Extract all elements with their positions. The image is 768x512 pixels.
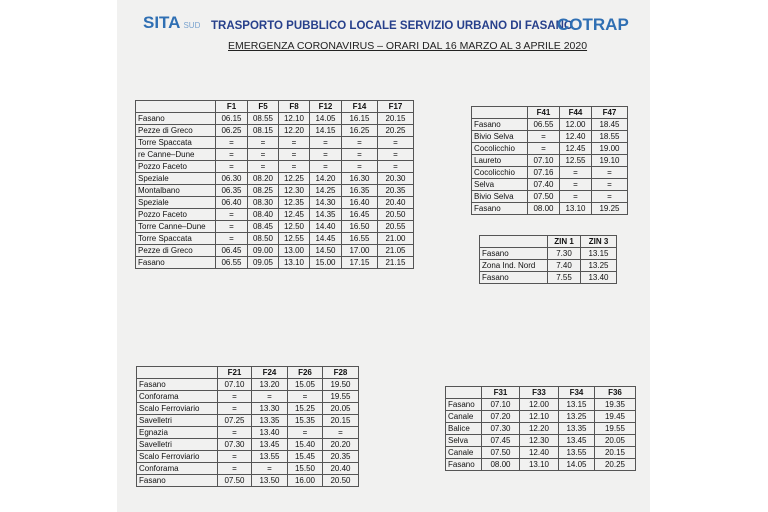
line-column-header: F1: [216, 101, 248, 113]
line-column-header: F21: [218, 367, 252, 379]
departure-time: 13.30: [252, 403, 288, 415]
departure-time: 20.15: [378, 113, 414, 125]
departure-time: =: [378, 161, 414, 173]
line-column-header: F34: [559, 387, 595, 399]
departure-time: 12.00: [560, 119, 592, 131]
line-column-header: F26: [288, 367, 323, 379]
departure-time: =: [342, 149, 378, 161]
stop-name: Pezze di Greco: [136, 245, 216, 257]
departure-time: 15.50: [288, 463, 323, 475]
line-column-header: F14: [342, 101, 378, 113]
line-column-header: ZIN 1: [548, 236, 581, 248]
departure-time: 21.00: [378, 233, 414, 245]
departure-time: 16.55: [342, 233, 378, 245]
table-row: [136, 173, 414, 185]
table-row: [136, 149, 414, 161]
table-row: [446, 411, 636, 423]
departure-time: 08.55: [248, 113, 279, 125]
header-row: [137, 367, 359, 379]
line-column-header: F36: [595, 387, 636, 399]
departure-time: 20.35: [378, 185, 414, 197]
departure-time: 7.55: [548, 272, 581, 284]
table-row: [136, 257, 414, 269]
departure-time: 14.45: [310, 233, 342, 245]
departure-time: 08.00: [482, 459, 520, 471]
departure-time: 07.50: [528, 191, 560, 203]
departure-time: =: [342, 137, 378, 149]
departure-time: 17.15: [342, 257, 378, 269]
departure-time: 20.15: [323, 415, 359, 427]
line-column-header: F5: [248, 101, 279, 113]
departure-time: 19.55: [595, 423, 636, 435]
departure-time: 14.50: [310, 245, 342, 257]
table-row: [136, 185, 414, 197]
departure-time: =: [342, 161, 378, 173]
departure-time: 07.16: [528, 167, 560, 179]
departure-time: =: [288, 391, 323, 403]
stop-name: Torre Spaccata: [136, 233, 216, 245]
table-row: [136, 245, 414, 257]
departure-time: 07.40: [528, 179, 560, 191]
departure-time: 12.50: [279, 221, 310, 233]
table-row: [137, 415, 359, 427]
departure-time: =: [310, 137, 342, 149]
table-row: [472, 119, 628, 131]
stop-name: Fasano: [136, 257, 216, 269]
table-row: [136, 113, 414, 125]
departure-time: 16.15: [342, 113, 378, 125]
departure-time: 14.15: [310, 125, 342, 137]
departure-time: =: [248, 149, 279, 161]
line-column-header: F44: [560, 107, 592, 119]
departure-time: 12.30: [520, 435, 559, 447]
departure-time: 06.30: [216, 173, 248, 185]
departure-time: =: [218, 403, 252, 415]
departure-time: 12.55: [560, 155, 592, 167]
departure-time: 08.00: [528, 203, 560, 215]
departure-time: =: [279, 149, 310, 161]
departure-time: 20.25: [595, 459, 636, 471]
stop-name: Selva: [446, 435, 482, 447]
stop-column-header: [480, 236, 548, 248]
departure-time: 13.20: [252, 379, 288, 391]
departure-time: 7.40: [548, 260, 581, 272]
departure-time: 13.35: [559, 423, 595, 435]
departure-time: 13.15: [559, 399, 595, 411]
departure-time: 20.35: [323, 451, 359, 463]
departure-time: 19.10: [592, 155, 628, 167]
departure-time: =: [216, 233, 248, 245]
stop-name: Montalbano: [136, 185, 216, 197]
departure-time: 20.05: [595, 435, 636, 447]
departure-time: 20.05: [323, 403, 359, 415]
timetable-canale-lines: [445, 386, 636, 471]
departure-time: =: [216, 221, 248, 233]
departure-time: =: [218, 391, 252, 403]
departure-time: =: [218, 427, 252, 439]
departure-time: =: [252, 391, 288, 403]
table-row: [137, 439, 359, 451]
departure-time: 18.45: [592, 119, 628, 131]
stop-name: Fasano: [136, 113, 216, 125]
departure-time: 08.45: [248, 221, 279, 233]
departure-time: 15.40: [288, 439, 323, 451]
departure-time: =: [560, 191, 592, 203]
departure-time: 07.10: [218, 379, 252, 391]
table-row: [136, 209, 414, 221]
stop-name: Pozzo Faceto: [136, 209, 216, 221]
line-column-header: F17: [378, 101, 414, 113]
departure-time: =: [248, 137, 279, 149]
departure-time: =: [279, 161, 310, 173]
departure-time: 14.20: [310, 173, 342, 185]
stop-name: Torre Canne–Dune: [136, 221, 216, 233]
header-row: [472, 107, 628, 119]
header-row: [480, 236, 617, 248]
departure-time: 16.45: [342, 209, 378, 221]
departure-time: 14.35: [310, 209, 342, 221]
departure-time: =: [218, 451, 252, 463]
departure-time: 07.30: [482, 423, 520, 435]
departure-time: =: [528, 143, 560, 155]
departure-time: 06.25: [216, 125, 248, 137]
timetable-savelletri-lines: [136, 366, 359, 487]
table-row: [480, 260, 617, 272]
stop-name: Fasano: [137, 475, 218, 487]
departure-time: 13.45: [559, 435, 595, 447]
departure-time: 08.15: [248, 125, 279, 137]
table-row: [446, 447, 636, 459]
departure-time: 12.30: [279, 185, 310, 197]
departure-time: 20.55: [378, 221, 414, 233]
stop-name: Pezze di Greco: [136, 125, 216, 137]
stop-name: Fasano: [480, 272, 548, 284]
table-row: [137, 427, 359, 439]
table-row: [136, 233, 414, 245]
departure-time: 07.25: [218, 415, 252, 427]
departure-time: 16.30: [342, 173, 378, 185]
departure-time: 20.40: [378, 197, 414, 209]
table-row: [472, 167, 628, 179]
stop-name: Pozzo Faceto: [136, 161, 216, 173]
departure-time: =: [592, 179, 628, 191]
stop-name: Speziale: [136, 173, 216, 185]
departure-time: 13.10: [279, 257, 310, 269]
table-row: [137, 391, 359, 403]
line-column-header: ZIN 3: [581, 236, 617, 248]
departure-time: 13.55: [252, 451, 288, 463]
departure-time: 19.35: [595, 399, 636, 411]
sita-logo-sub: SUD: [183, 21, 201, 30]
departure-time: 20.15: [595, 447, 636, 459]
departure-time: 19.55: [323, 391, 359, 403]
departure-time: =: [528, 131, 560, 143]
cotrap-logo: COTRAP: [557, 15, 629, 34]
header-row: [136, 101, 414, 113]
stop-column-header: [136, 101, 216, 113]
header-row: [446, 387, 636, 399]
departure-time: 17.00: [342, 245, 378, 257]
stop-name: Bivio Selva: [472, 131, 528, 143]
table-row: [137, 463, 359, 475]
departure-time: 14.40: [310, 221, 342, 233]
departure-time: 14.05: [559, 459, 595, 471]
stop-column-header: [137, 367, 218, 379]
table-row: [472, 131, 628, 143]
departure-time: =: [592, 167, 628, 179]
stop-name: Bivio Selva: [472, 191, 528, 203]
stop-name: Savelletri: [137, 439, 218, 451]
departure-time: 12.20: [279, 125, 310, 137]
departure-time: 19.45: [595, 411, 636, 423]
table-row: [137, 379, 359, 391]
table-row: [136, 137, 414, 149]
departure-time: =: [216, 149, 248, 161]
stop-column-header: [472, 107, 528, 119]
departure-time: =: [288, 427, 323, 439]
stop-name: Fasano: [446, 459, 482, 471]
departure-time: =: [323, 427, 359, 439]
departure-time: =: [216, 209, 248, 221]
document-title: TRASPORTO PUBBLICO LOCALE SERVIZIO URBANO DI FASANO: [211, 20, 573, 32]
departure-time: 06.40: [216, 197, 248, 209]
departure-time: 20.50: [378, 209, 414, 221]
departure-time: 12.40: [560, 131, 592, 143]
table-row: [446, 423, 636, 435]
departure-time: 19.25: [592, 203, 628, 215]
departure-time: 13.00: [279, 245, 310, 257]
departure-time: 16.35: [342, 185, 378, 197]
departure-time: 08.20: [248, 173, 279, 185]
table-row: [446, 399, 636, 411]
departure-time: 06.35: [216, 185, 248, 197]
timetable-selva-lines: [471, 106, 628, 215]
table-row: [446, 459, 636, 471]
departure-time: 13.25: [559, 411, 595, 423]
stop-name: Selva: [472, 179, 528, 191]
timetable-industrial-zone-lines: [479, 235, 617, 284]
departure-time: =: [560, 179, 592, 191]
departure-time: 07.30: [218, 439, 252, 451]
line-column-header: F12: [310, 101, 342, 113]
table-row: [446, 435, 636, 447]
stop-name: Zona Ind. Nord: [480, 260, 548, 272]
table-row: [136, 197, 414, 209]
line-column-header: F28: [323, 367, 359, 379]
departure-time: 13.10: [520, 459, 559, 471]
line-column-header: F33: [520, 387, 559, 399]
table-row: [136, 221, 414, 233]
departure-time: 16.25: [342, 125, 378, 137]
departure-time: 20.30: [378, 173, 414, 185]
departure-time: 20.20: [323, 439, 359, 451]
departure-time: =: [216, 161, 248, 173]
table-row: [480, 272, 617, 284]
departure-time: 13.55: [559, 447, 595, 459]
stop-name: Torre Spaccata: [136, 137, 216, 149]
table-row: [472, 191, 628, 203]
line-column-header: F47: [592, 107, 628, 119]
stop-name: Conforama: [137, 391, 218, 403]
table-row: [472, 203, 628, 215]
departure-time: =: [216, 137, 248, 149]
stop-name: Cocolicchio: [472, 143, 528, 155]
departure-time: 12.10: [279, 113, 310, 125]
stop-name: Canale: [446, 447, 482, 459]
departure-time: 14.05: [310, 113, 342, 125]
table-row: [472, 155, 628, 167]
departure-time: 7.30: [548, 248, 581, 260]
departure-time: 19.50: [323, 379, 359, 391]
departure-time: 13.40: [252, 427, 288, 439]
line-column-header: F8: [279, 101, 310, 113]
table-row: [137, 403, 359, 415]
stop-name: Egnazia: [137, 427, 218, 439]
departure-time: 15.45: [288, 451, 323, 463]
departure-time: 12.40: [520, 447, 559, 459]
departure-time: 07.50: [218, 475, 252, 487]
departure-time: =: [560, 167, 592, 179]
stop-column-header: [446, 387, 482, 399]
departure-time: 12.10: [520, 411, 559, 423]
departure-time: 07.50: [482, 447, 520, 459]
line-column-header: F41: [528, 107, 560, 119]
stop-name: re Canne–Dune: [136, 149, 216, 161]
departure-time: 21.15: [378, 257, 414, 269]
departure-time: 16.00: [288, 475, 323, 487]
departure-time: 07.45: [482, 435, 520, 447]
departure-time: 13.40: [581, 272, 617, 284]
table-row: [472, 143, 628, 155]
departure-time: =: [310, 161, 342, 173]
line-column-header: F24: [252, 367, 288, 379]
stop-name: Fasano: [480, 248, 548, 260]
departure-time: =: [279, 137, 310, 149]
departure-time: 06.15: [216, 113, 248, 125]
stop-name: Balice: [446, 423, 482, 435]
table-row: [480, 248, 617, 260]
departure-time: =: [252, 463, 288, 475]
stop-name: Fasano: [446, 399, 482, 411]
table-row: [137, 451, 359, 463]
departure-time: 06.55: [216, 257, 248, 269]
departure-time: 08.25: [248, 185, 279, 197]
departure-time: 08.30: [248, 197, 279, 209]
departure-time: 21.05: [378, 245, 414, 257]
departure-time: 09.00: [248, 245, 279, 257]
departure-time: 13.10: [560, 203, 592, 215]
departure-time: 15.00: [310, 257, 342, 269]
departure-time: 12.45: [560, 143, 592, 155]
departure-time: 06.55: [528, 119, 560, 131]
stop-name: Fasano: [137, 379, 218, 391]
stop-name: Speziale: [136, 197, 216, 209]
table-row: [472, 179, 628, 191]
departure-time: 07.10: [528, 155, 560, 167]
departure-time: 14.30: [310, 197, 342, 209]
departure-time: 12.25: [279, 173, 310, 185]
departure-time: 13.50: [252, 475, 288, 487]
departure-time: 12.35: [279, 197, 310, 209]
stop-name: Scalo Ferroviario: [137, 451, 218, 463]
departure-time: =: [378, 137, 414, 149]
departure-time: 12.55: [279, 233, 310, 245]
departure-time: 13.25: [581, 260, 617, 272]
departure-time: 19.00: [592, 143, 628, 155]
line-column-header: F31: [482, 387, 520, 399]
table-row: [136, 161, 414, 173]
stop-name: Cocolicchio: [472, 167, 528, 179]
timetable-urban-lines: [135, 100, 414, 269]
stop-name: Conforama: [137, 463, 218, 475]
departure-time: 20.50: [323, 475, 359, 487]
departure-time: 20.25: [378, 125, 414, 137]
departure-time: 12.45: [279, 209, 310, 221]
departure-time: 13.45: [252, 439, 288, 451]
departure-time: 15.35: [288, 415, 323, 427]
departure-time: 07.20: [482, 411, 520, 423]
departure-time: =: [592, 191, 628, 203]
sita-logo-text: SITA: [143, 13, 181, 32]
departure-time: 13.35: [252, 415, 288, 427]
departure-time: 13.15: [581, 248, 617, 260]
departure-time: 09.05: [248, 257, 279, 269]
departure-time: 08.50: [248, 233, 279, 245]
departure-time: 06.45: [216, 245, 248, 257]
departure-time: 15.05: [288, 379, 323, 391]
departure-time: 18.55: [592, 131, 628, 143]
departure-time: 16.40: [342, 197, 378, 209]
departure-time: 12.00: [520, 399, 559, 411]
sita-logo: [143, 13, 200, 33]
stop-name: Fasano: [472, 203, 528, 215]
departure-time: =: [218, 463, 252, 475]
departure-time: 15.25: [288, 403, 323, 415]
stop-name: Laureto: [472, 155, 528, 167]
departure-time: 14.25: [310, 185, 342, 197]
stop-name: Fasano: [472, 119, 528, 131]
departure-time: 20.40: [323, 463, 359, 475]
departure-time: =: [310, 149, 342, 161]
stop-name: Savelletri: [137, 415, 218, 427]
table-row: [137, 475, 359, 487]
departure-time: 08.40: [248, 209, 279, 221]
departure-time: 07.10: [482, 399, 520, 411]
stop-name: Canale: [446, 411, 482, 423]
document-subtitle: EMERGENZA CORONAVIRUS – ORARI DAL 16 MARZO AL 3 APRILE 2020: [228, 40, 588, 52]
departure-time: 12.20: [520, 423, 559, 435]
departure-time: 16.50: [342, 221, 378, 233]
departure-time: =: [378, 149, 414, 161]
departure-time: =: [248, 161, 279, 173]
table-row: [136, 125, 414, 137]
stop-name: Scalo Ferroviario: [137, 403, 218, 415]
